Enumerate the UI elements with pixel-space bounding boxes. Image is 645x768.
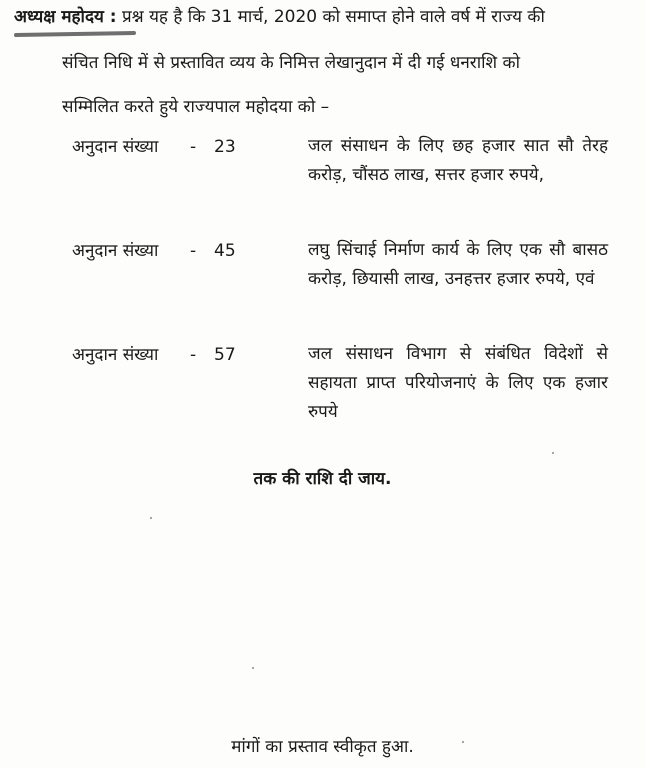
- grant-description: जल संसाधन विभाग से संबंधित विदेशों से सहायता प्राप्त परियोजनाएं के लिए एक हजार रुपये: [308, 344, 608, 422]
- grant-number: 23: [214, 137, 236, 157]
- grant-description: लघु सिंचाई निर्माण कार्य के लिए एक सौ बासठ करोड़, छियासी लाख, उनहत्तर हजार रुपये, एवं: [308, 240, 608, 289]
- speaker-underline: [14, 31, 136, 37]
- closing-line: तक की राशि दी जाय.: [253, 469, 392, 489]
- intro-line-3: सम्मिलित करते हुये राज्यपाल महोदया को –: [62, 97, 330, 117]
- intro-line-2: संचित निधि में से प्रस्तावित व्यय के निमित्त लेखानुदान में दी गई धनराशि को: [62, 53, 520, 73]
- scan-speck: [150, 517, 152, 519]
- intro-line-1: प्रश्न यह है कि 31 मार्च, 2020 को समाप्त होने वाले वर्ष में राज्य की: [121, 7, 545, 27]
- speaker-text: अध्यक्ष महोदय :: [14, 7, 117, 27]
- grant-label: अनुदान संख्या: [72, 137, 159, 157]
- scan-speck: [552, 452, 554, 454]
- grant-dash: -: [190, 241, 197, 261]
- grant-description: जल संसाधन के लिए छह हजार सात सौ तेरह करोड़, चौंसठ लाख, सत्तर हजार रुपये,: [308, 136, 608, 185]
- grant-label: अनुदान संख्या: [72, 241, 159, 261]
- grant-number: 45: [214, 241, 236, 261]
- scan-speck: [252, 667, 254, 669]
- scan-speck: [462, 741, 464, 743]
- grant-label: अनुदान संख्या: [72, 345, 159, 365]
- intro-first-line: [14, 6, 545, 28]
- speaker-label: [14, 6, 117, 28]
- grant-dash: -: [190, 137, 197, 157]
- grant-dash: -: [190, 345, 197, 365]
- grant-number: 57: [214, 345, 236, 365]
- result-line: मांगों का प्रस्ताव स्वीकृत हुआ.: [231, 737, 414, 757]
